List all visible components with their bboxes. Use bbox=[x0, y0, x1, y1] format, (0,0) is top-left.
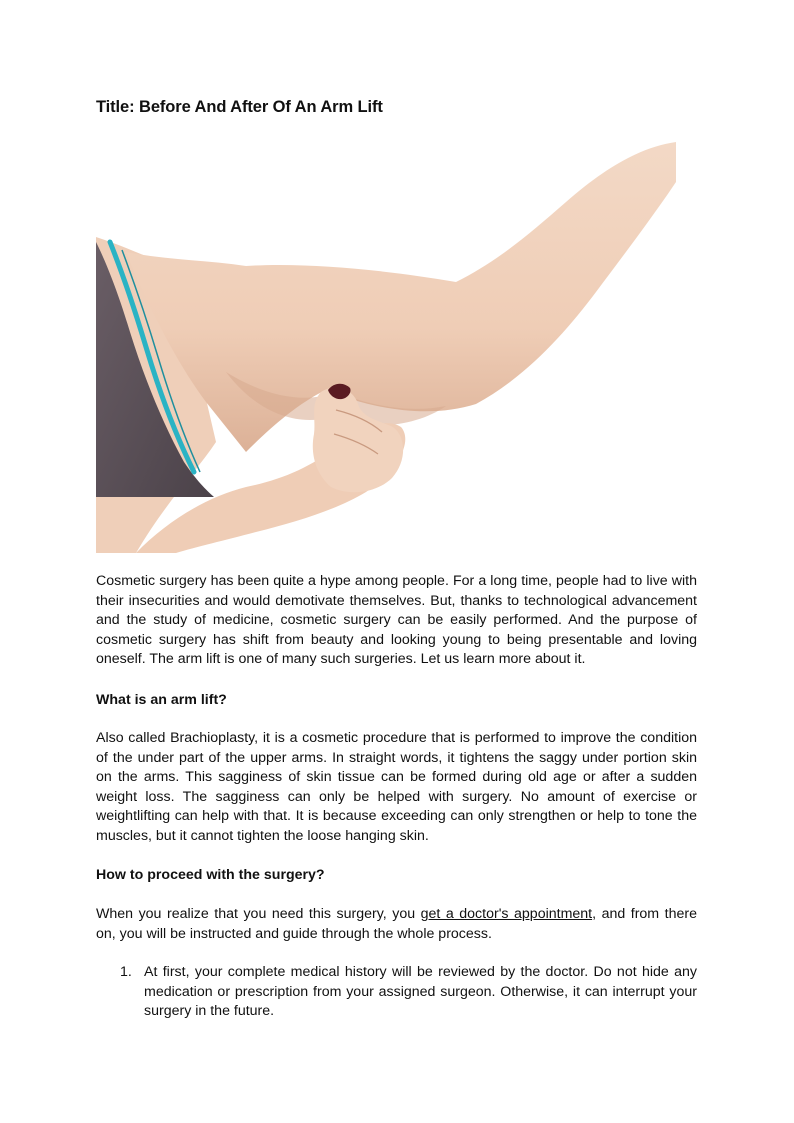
document-title: Title: Before And After Of An Arm Lift bbox=[96, 98, 383, 116]
procedure-text-after-link: , and from there on, you will be instructed and guide through the whole process. bbox=[96, 906, 697, 942]
procedure-text-before-link: When you realize that you need this surgery, you bbox=[96, 906, 421, 922]
section-heading-how-to-proceed: How to proceed with the surgery? bbox=[96, 867, 325, 883]
procedure-steps-list bbox=[96, 963, 697, 1022]
definition-paragraph: Also called Brachioplasty, it is a cosmetic procedure that is performed to improve the condition of the under part of the upper arms. In straight words, it tightens the saggy under portion skin on the arms. This sagginess of skin tissue can be formed during old age or after a sudden weight loss. The sagginess can only be helped with surgery. No amount of exercise or weightlifting can help with that. It is because exceeding can only strengthen or help to tone the muscles, but it cannot tighten the loose hanging skin. bbox=[96, 730, 697, 844]
arm-lift-photo-icon bbox=[96, 142, 676, 553]
section-heading-what-is: What is an arm lift? bbox=[96, 692, 227, 708]
list-item-text: At first, your complete medical history will be reviewed by the doctor. Do not hide any medication or prescription from your assigned surgeon. Otherwise, it can interrupt your surgery in the future. bbox=[144, 964, 697, 1020]
list-item bbox=[96, 963, 697, 1022]
intro-paragraph: Cosmetic surgery has been quite a hype among people. For a long time, people had to live with their insecurities and would demotivate themselves. But, thanks to technological advancement and the study of medicine, cosmetic surgery can be easily performed. And the purpose of cosmetic surgery has shift from beauty and looking young to being presentable and loving oneself. The arm lift is one of many such surgeries. Let us learn more about it. bbox=[96, 573, 697, 668]
procedure-paragraph bbox=[96, 905, 697, 944]
list-item-number: 1. bbox=[120, 964, 132, 980]
doctor-appointment-link[interactable]: get a doctor's appointment bbox=[420, 906, 593, 922]
